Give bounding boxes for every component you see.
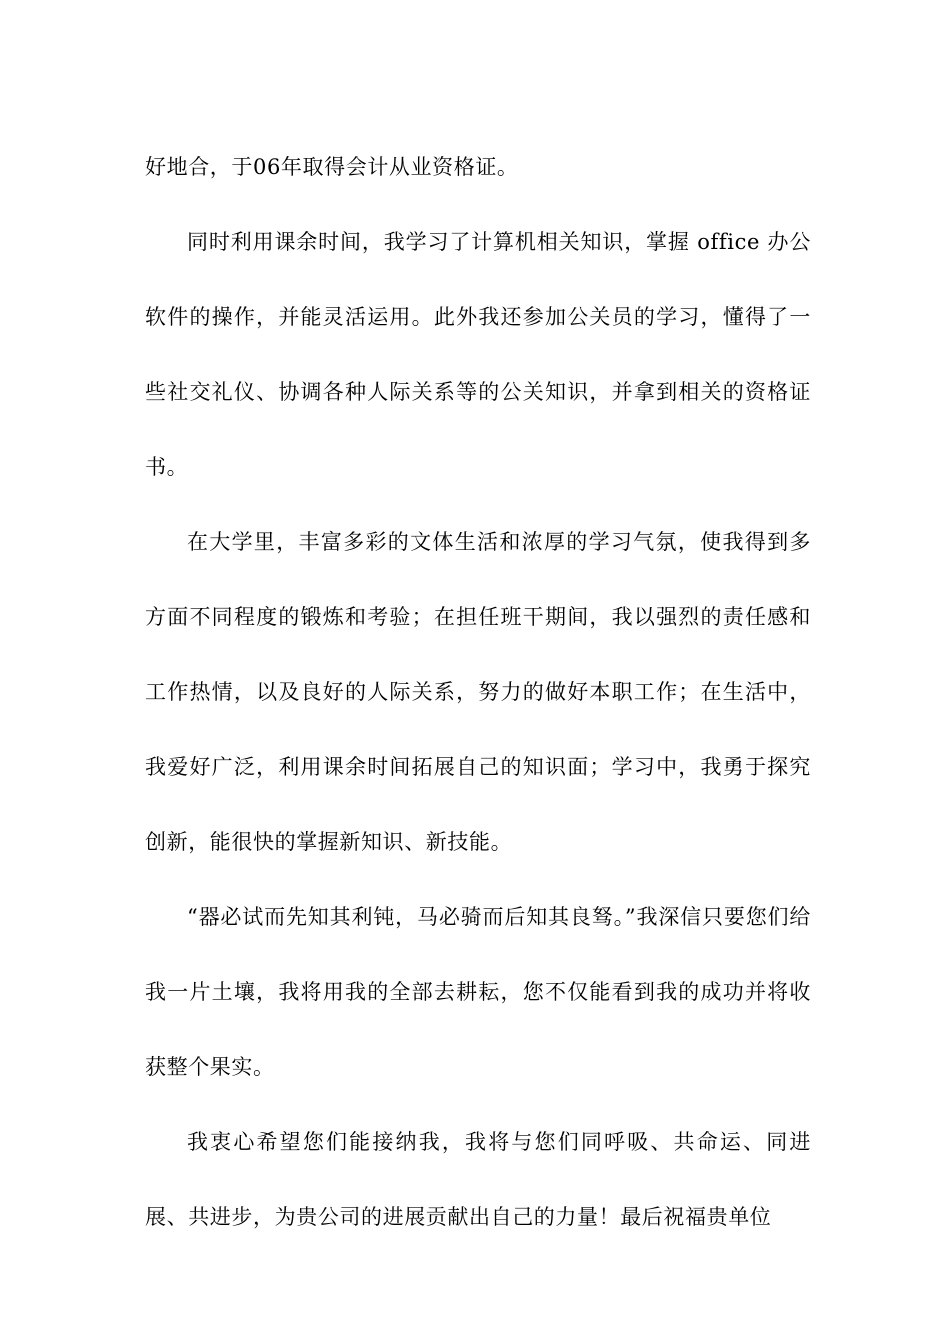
paragraph-3: 在大学里，丰富多彩的文体生活和浓厚的学习气氛，使我得到多方面不同程度的锻炼和考验；在担任班干期间，我以强烈的责任感和工作热情，以及良好的人际关系，努力的做好本职工作；在生活中，我爱好广泛，利用课余时间拓展自己的知识面；学习中，我勇于探究创新，能很快的掌握新知识、新技能。 bbox=[145, 530, 811, 854]
paragraph-2: 同时利用课余时间，我学习了计算机相关知识，掌握 office 办公软件的操作，并能灵活运用。此外我还参加公关员的学习，懂得了一些社交礼仪、协调各种人际关系等的公关知识，并拿到相关的资格证书。 bbox=[145, 230, 811, 479]
paragraph-5: 我衷心希望您们能接纳我，我将与您们同呼吸、共命运、同进展、共进步，为贵公司的进展贡献出自己的力量！最后祝福贵单位 bbox=[145, 1130, 811, 1229]
document-body bbox=[145, 130, 811, 1255]
paragraph-4: “器必试而先知其利钝，马必骑而后知其良驽。”我深信只要您们给我一片土壤，我将用我的全部去耕耘，您不仅能看到我的成功并将收获整个果实。 bbox=[145, 905, 811, 1079]
paragraph-1: 好地合，于06年取得会计从业资格证。 bbox=[145, 155, 519, 179]
